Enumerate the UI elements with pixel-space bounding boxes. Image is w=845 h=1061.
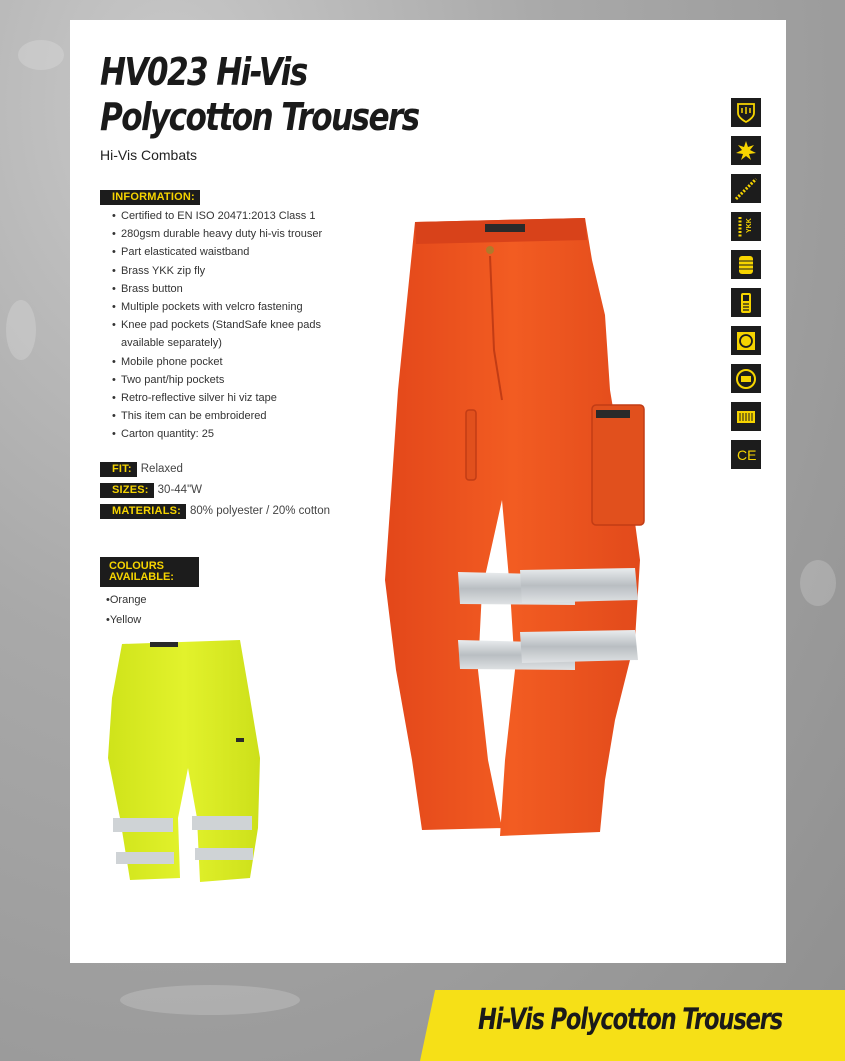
trouser-body [108, 640, 260, 882]
reflective-tape [520, 630, 638, 663]
sizes-value: 30-44"W [157, 484, 203, 496]
list-item: • Multiple pockets with velcro fastening [112, 298, 362, 316]
brand-label [150, 642, 178, 647]
information-label: INFORMATION: [100, 190, 200, 205]
list-item: • Certified to EN ISO 20471:2013 Class 1 [112, 207, 362, 225]
colours-list [106, 590, 147, 630]
standard-shield-icon [731, 98, 761, 127]
footer-title: Hi-Vis Polycotton Trousers [478, 1002, 783, 1036]
wash-icon [731, 326, 761, 355]
texture-speck [120, 985, 300, 1015]
fit-row [100, 462, 183, 477]
sizes-row [100, 483, 202, 498]
list-item: • Knee pad pockets (StandSafe knee pads available separately) [112, 316, 321, 352]
list-item: • Mobile phone pocket [112, 353, 362, 371]
brass-button [486, 246, 494, 254]
list-item: • Two pant/hip pockets [112, 371, 362, 389]
reflective-tape [192, 816, 252, 830]
reflective-tape [520, 568, 638, 603]
mobile-phone-icon [731, 288, 761, 317]
reflective-tape [113, 818, 173, 832]
list-item: • Part elasticated waistband [112, 243, 362, 261]
trouser-body [385, 218, 640, 836]
ce-text: CE [737, 446, 757, 463]
knee-pad-icon [731, 250, 761, 279]
left-cargo-pocket [466, 410, 476, 480]
texture-speck [18, 40, 64, 70]
ce-mark-icon [731, 440, 761, 469]
list-item: • Brass YKK zip fly [112, 262, 362, 280]
materials-label: MATERIALS: [100, 504, 186, 519]
list-item: • This item can be embroidered [112, 407, 362, 425]
list-item: • Brass button [112, 280, 362, 298]
colours-label [100, 557, 199, 587]
materials-row [100, 504, 330, 519]
reflective-tape [116, 852, 174, 864]
fit-value: Relaxed [140, 463, 183, 475]
list-item: • Carton quantity: 25 [112, 425, 362, 443]
information-list [112, 207, 362, 444]
fit-label: FIT: [100, 462, 137, 477]
texture-speck [6, 300, 36, 360]
title-line-2: Polycotton Trousers [100, 95, 419, 139]
reflective-tape [195, 848, 253, 860]
colour-item: • Orange [106, 590, 147, 610]
reflective-tape-icon [731, 174, 761, 203]
pocket-label [596, 410, 630, 418]
orange-trousers-image [370, 200, 690, 840]
ykk-zip-icon [731, 212, 761, 241]
ykk-text: YKK [746, 217, 753, 233]
product-card [70, 20, 786, 963]
product-title [100, 50, 419, 140]
colours-label-line-1: COLOURS [109, 560, 164, 572]
embroidery-icon [731, 364, 761, 393]
pocket-label [236, 738, 244, 742]
feature-icons [731, 98, 765, 478]
yellow-trousers-image [100, 638, 270, 898]
colour-item: • Yellow [106, 610, 147, 630]
cargo-pocket [592, 405, 644, 525]
hi-vis-sun-icon [731, 136, 761, 165]
texture-speck [800, 560, 836, 606]
list-item: • Retro-reflective silver hi viz tape [112, 389, 362, 407]
sizes-label: SIZES: [100, 483, 154, 498]
brand-label [485, 224, 525, 232]
title-line-1: HV023 Hi-Vis [100, 50, 307, 94]
elastic-waist-icon [731, 402, 761, 431]
list-item: • 280gsm durable heavy duty hi-vis trouser [112, 225, 362, 243]
colours-label-line-2: AVAILABLE: [109, 571, 174, 583]
product-subtitle: Hi-Vis Combats [100, 147, 197, 163]
materials-value: 80% polyester / 20% cotton [190, 505, 331, 517]
